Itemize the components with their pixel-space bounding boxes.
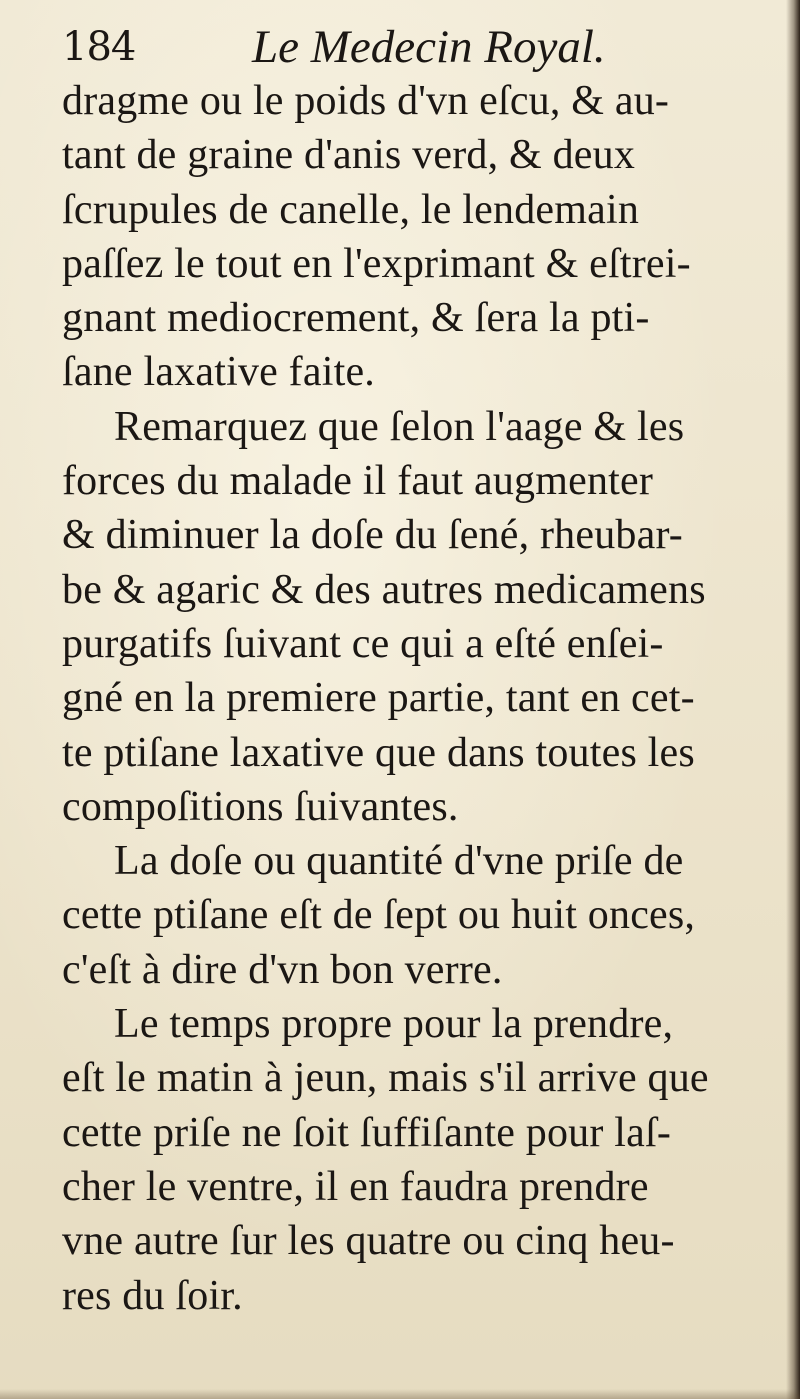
text-line: dragme ou le poids d'vn eſcu, & au-: [62, 78, 670, 124]
text-line: cette priſe ne ſoit ſuffiſante pour laſ-: [62, 1109, 672, 1156]
text-line: & diminuer la doſe du ſené, rheubar-: [62, 512, 683, 559]
text-line: gné en la premiere partie, tant en cet-: [62, 675, 695, 722]
text-line: ſane laxative faite.: [62, 349, 375, 396]
text-line: La doſe ou quantité d'vne priſe de: [114, 838, 684, 885]
running-title: Le Medecin Royal.: [252, 21, 606, 73]
text-line: Remarquez que ſelon l'aage & les: [114, 403, 685, 450]
body-text: [62, 74, 752, 1323]
page-gutter-shadow: [786, 0, 800, 1399]
text-line: tant de graine d'anis verd, & deux: [62, 132, 636, 179]
text-line: cher le ventre, il en faudra prendre: [62, 1163, 649, 1210]
running-header: [62, 16, 752, 76]
text-line: gnant mediocrement, & ſera la pti-: [62, 295, 650, 342]
text-line: te ptiſane laxative que dans toutes les: [62, 729, 695, 776]
text-line: Le temps propre pour la prendre,: [114, 1001, 674, 1048]
text-line: c'eſt à dire d'vn bon verre.: [62, 946, 503, 993]
text-line: purgatifs ſuivant ce qui a eſté enſei-: [62, 620, 664, 667]
text-line: vne autre ſur les quatre ou cinq heu-: [62, 1218, 675, 1265]
text-line: forces du malade il faut augmenter: [62, 458, 654, 505]
page-bottom-shadow: [0, 1389, 800, 1399]
text-line: res du ſoir.: [62, 1272, 243, 1319]
text-line: ſcrupules de canelle, le lendemain: [62, 186, 640, 233]
text-line: compoſitions ſuivantes.: [62, 783, 459, 830]
text-line: eſt le matin à jeun, mais s'il arrive que: [62, 1055, 709, 1102]
text-line: cette ptiſane eſt de ſept ou huit onces,: [62, 892, 696, 939]
text-line: paſſez le tout en l'exprimant & eſtrei-: [62, 240, 691, 287]
text-line: be & agaric & des autres medicamens: [62, 566, 706, 613]
page-number: 184: [62, 24, 136, 70]
